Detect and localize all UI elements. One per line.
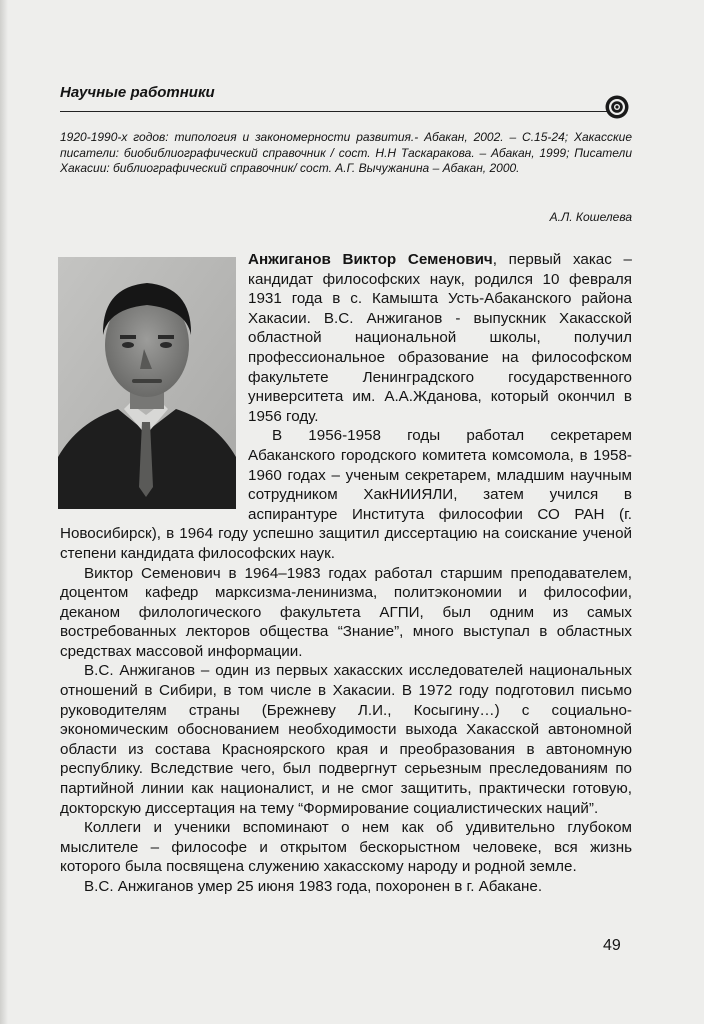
biography-paragraph: В 1956-1958 годы работал секретарем Абаканского городского комитета комсомола, в 1958-1960 годах – ученым секретарем, младшим научным сотрудником ХакНИИЯЛИ, затем учился в аспирантуре Института философии СО РАН (г. Новосибирск), в 1964 году успешно защитил диссертацию на соискание ученой степени кандидата философских наук. — [60, 427, 632, 562]
paragraph-text: , первый хакас – кандидат философских наук, родился 10 февраля 1931 года в с. Камышта Усть-Абаканского района Хакасии. В.С. Анжиганов - выпускник Хакасской областной национальной школы, получил профессиональное образование на философском факультете Ленинградского государственного университета им. А.А.Жданова, который окончил в 1956 году. — [248, 251, 632, 425]
references-author: А.Л. Кошелева — [549, 210, 632, 224]
person-name: Анжиганов Виктор Семенович — [248, 251, 493, 268]
portrait-spacer — [60, 250, 248, 510]
biography-paragraph: В.С. Анжиганов умер 25 июня 1983 года, похоронен в г. Абакане. — [84, 878, 543, 895]
biography-paragraph: В.С. Анжиганов – один из первых хакасских исследователей национальных отношений в Сибири, в том числе в Хакасии. В 1972 году подготовил письмо руководителям страны (Брежневу Л.И., Косыгину…) с социально-экономическим обоснованием необходимости выхода Хакасской автономной области из состава Красноярского края и преобразования в автономную республику. Вследствие чего, был подвергнут серьезным преследованиям по партийной линии как националист, и не смог защитить, практически готовую, докторскую диссертация на тему “Формирование социалистических наций”. — [60, 662, 632, 817]
target-ring-icon — [604, 94, 630, 120]
biography-article — [60, 250, 632, 897]
section-title: Научные работники — [60, 84, 215, 101]
biography-paragraph: Виктор Семенович в 1964–1983 годах работал старшим преподавателем, доцентом кафедр марксизма-ленинизма, политэкономии и философии, деканом филологического факультета АГПИ, был одним из самых востребованных лекторов общества “Знание”, много выступал в областных средствах массовой информации. — [60, 564, 632, 660]
biography-paragraph: Коллеги и ученики вспоминают о нем как об удивительно глубоком мыслителе – философе и открытом бескорыстном человеке, вся жизнь которого была посвящена служению хакасскому народу и родной земле. — [60, 819, 632, 876]
page-binding-edge — [0, 0, 8, 1024]
references-text: 1920-1990-х годов: типология и закономерности развития.- Абакан, 2002. – С.15-24; Хакасские писатели: биобиблиографический справочник / сост. Н.Н Таскаракова. – Абакан, 1999; Писатели Хакасии: библиографический справочник/ сост. А.Г. Вычужанина – Абакан, 2000. — [60, 130, 632, 175]
page-number: 49 — [603, 937, 621, 954]
header-rule — [60, 111, 608, 112]
